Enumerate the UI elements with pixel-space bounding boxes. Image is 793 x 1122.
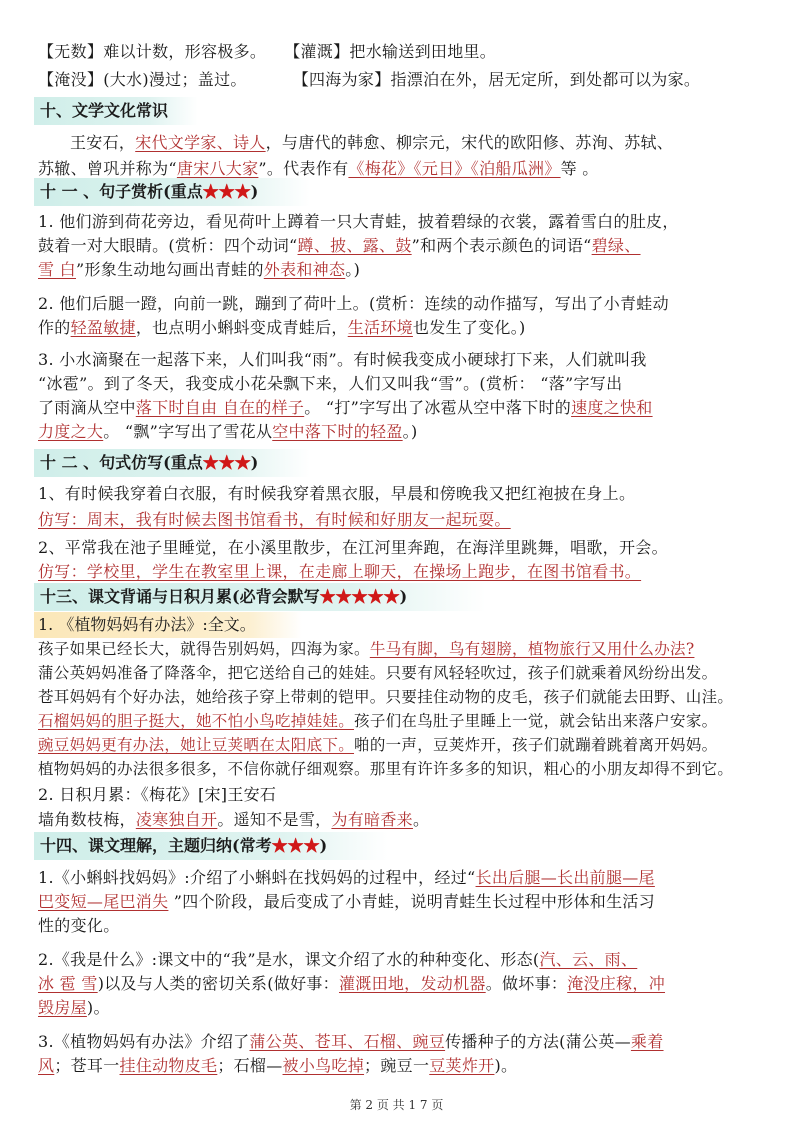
text: )以及与人类的密切关系(做好事： (97, 974, 339, 993)
highlight: 空中落下时的轻盈 (272, 422, 403, 441)
highlight: 豆荚炸开 (429, 1056, 495, 1075)
section-14-heading (34, 832, 388, 860)
text: 王安石， (70, 133, 136, 152)
s14-item3-line-1 (38, 1030, 755, 1054)
s11-item2-line-2 (38, 316, 755, 340)
recite-tag-1 (34, 612, 302, 638)
text: 苏辙、曾巩并称为“ (38, 159, 177, 178)
highlight: 落下时自由 自在的样子 (135, 398, 305, 417)
text: 1. 《植物妈妈有办法》:全文。 (38, 615, 256, 634)
highlight: 乘着 (630, 1032, 664, 1051)
poem-line-3 (38, 685, 755, 709)
s14-item1-line-3 (38, 914, 755, 938)
text: 蒲公英妈妈准备了降落伞，把它送给自己的娃娃。只要有风轻轻吹过，孩子们就乘着风纷纷出发。 (38, 664, 718, 682)
star-rating: ★★★★★ (319, 587, 400, 606)
s14-item2-line-2 (38, 972, 755, 996)
highlight: 牛马有脚，鸟有翅膀，植物旅行又用什么办法? (369, 640, 695, 658)
text: 了雨滴从空中 (38, 398, 136, 417)
text: 2、平常我在池子里睡觉，在小溪里散步，在江河里奔跑，在海洋里跳舞，唱歌，开会。 (38, 538, 668, 557)
text: 。 (412, 810, 430, 829)
highlight: 蒲公英、苍耳、石榴、豌豆 (249, 1032, 446, 1051)
highlight: 为有暗香来 (331, 810, 413, 829)
text: 啪的一声，豆荚炸开，孩子们就蹦着跳着离开妈妈。 (354, 736, 718, 754)
text: ；石榴— (217, 1056, 283, 1075)
poem-line-6 (38, 757, 755, 781)
star-rating: ★★★ (202, 182, 251, 201)
text: 2.《我是什么》:课文中的“我”是水，课文介绍了水的种种变化、形态( (38, 950, 540, 969)
text: 3.《植物妈妈有办法》介绍了 (38, 1032, 250, 1051)
section-10-heading (34, 97, 198, 125)
s12-question-2 (38, 536, 755, 560)
paren: ) (250, 182, 259, 201)
s12-question-1 (38, 482, 755, 506)
star-rating: ★★★ (202, 453, 251, 472)
text: 2. 他们后腿一蹬，向前一跳，蹦到了荷叶上。(赏析：连续的动作描写，写出了小青蛙动 (38, 294, 669, 313)
section-10-title: 十、文学文化常识 (40, 101, 169, 120)
text: 鼓着一对大眼睛。(赏析：四个动词“ (38, 236, 298, 255)
text: )。 (86, 998, 110, 1017)
text: 1.《小蝌蚪找妈妈》:介绍了小蝌蚪在找妈妈的过程中，经过“ (38, 868, 476, 887)
highlight: 轻盈敏捷 (70, 318, 136, 337)
s11-item3-line-2 (38, 372, 755, 396)
text: )。 (494, 1056, 518, 1075)
text: 。遥知不是雪， (217, 810, 332, 829)
riji-title (38, 783, 755, 807)
highlight: 挂住动物皮毛 (119, 1056, 218, 1075)
s11-item1-line-1 (38, 210, 755, 234)
highlight: 力度之大 (38, 422, 104, 441)
text: ”和两个表示颜色的词语“ (411, 236, 592, 255)
text: 作的 (38, 318, 71, 337)
text: 苍耳妈妈有个好办法，她给孩子穿上带刺的铠甲。只要挂住动物的皮毛，孩子们就能去田野、山洼。 (38, 688, 734, 706)
paren: ) (319, 836, 328, 855)
highlight: 石榴妈妈的胆子挺大，她不怕小鸟吃掉娃娃。 (38, 712, 355, 730)
text: 。 “飘”字写出了雪花从 (103, 422, 273, 441)
highlight: 风 (38, 1056, 55, 1075)
text: 3. 小水滴聚在一起落下来，人们叫我“雨”。有时候我变成小硬球打下来，人们就叫我 (38, 350, 647, 369)
text: ”四个阶段，最后变成了小青蛙，说明青蛙生长过程中形体和生活习 (168, 892, 655, 911)
s11-item1-line-3 (38, 258, 755, 282)
s11-item3-line-4 (38, 420, 755, 444)
section-11-heading (34, 178, 310, 206)
s14-item1-line-1 (38, 866, 755, 890)
text: 传播种子的方法(蒲公英— (445, 1032, 631, 1051)
vocab-wushu: 【无数】难以计数，形容极多。 (38, 42, 267, 61)
text: ”。代表作有 (258, 159, 349, 178)
highlight: 《梅花》《元日》《泊船瓜洲》 (348, 159, 561, 178)
s11-item3-line-1 (38, 348, 755, 372)
section-13-heading (34, 583, 486, 611)
text: 。) (345, 260, 361, 279)
s11-item2-line-1 (38, 292, 755, 316)
text: 性的变化。 (38, 916, 120, 935)
highlight: 蹲、披、露、鼓 (297, 236, 412, 255)
meihua-poem (38, 808, 755, 832)
section-12-title: 十 二 、句式仿写(重点 (40, 453, 203, 472)
s11-item1-line-2 (38, 234, 755, 258)
section-11-title: 十 一 、句子赏析(重点 (40, 182, 203, 201)
s10-para-line-1 (38, 131, 755, 155)
text: 。做坏事： (485, 974, 568, 993)
poem-line-5 (38, 733, 755, 757)
vocab-guangai: 【灌溉】把水输送到田地里。 (284, 42, 497, 61)
text: ；豌豆一 (364, 1056, 430, 1075)
text: 1. 他们游到荷花旁边，看见荷叶上蹲着一只大青蛙，披着碧绿的衣裳，露着雪白的肚皮， (38, 212, 679, 231)
text: 也发生了变化。) (412, 318, 526, 337)
highlight: 被小鸟吃掉 (282, 1056, 365, 1075)
highlight: 冰 雹 雪 (38, 974, 98, 993)
s12-answer-1 (38, 508, 755, 532)
text: 。 “打”字写出了冰雹从空中落下时的 (304, 398, 572, 417)
highlight: 灌溉田地，发动机器 (338, 974, 486, 993)
star-rating: ★★★ (271, 836, 320, 855)
highlight: 雪 白 (38, 260, 76, 279)
poem-line-2 (38, 661, 755, 685)
vocab-sihaiweijia: 【四海为家】指漂泊在外，居无定所，到处都可以为家。 (292, 70, 701, 89)
vocab-line-2 (38, 68, 755, 92)
text: 等 。 (560, 159, 599, 178)
highlight: 仿写：学校里，学生在教室里上课，在走廊上聊天，在操场上跑步，在图书馆看书。 (38, 562, 642, 581)
s14-item1-line-2 (38, 890, 755, 914)
text: ，与唐代的韩愈、柳宗元，宋代的欧阳修、苏洵、苏轼、 (265, 133, 674, 152)
highlight: 仿写：周末，我有时候去图书馆看书，有时候和好朋友一起玩耍。 (38, 510, 511, 529)
poem-line-1 (38, 637, 755, 661)
vocab-yanmo: 【淹没】(大水)漫过；盖过。 (38, 70, 247, 89)
highlight: 长出后腿—长出前腿—尾 (475, 868, 655, 887)
text: 1、有时候我穿着白衣服，有时候我穿着黑衣服，早晨和傍晚我又把红袍披在身上。 (38, 484, 636, 503)
text: ；苍耳一 (54, 1056, 120, 1075)
s14-item3-line-2 (38, 1054, 755, 1078)
highlight: 巴变短—尾巴消失 (38, 892, 169, 911)
highlight: 速度之快和 (571, 398, 653, 417)
text: 墙角数枝梅， (38, 810, 136, 829)
page-number-footer: 第 2 页 共 1 7 页 (349, 1098, 444, 1112)
s11-item3-line-3 (38, 396, 755, 420)
text: ”形象生动地勾画出青蛙的 (76, 260, 264, 279)
text: 2. 日积月累：《梅花》[宋]王安石 (38, 785, 277, 804)
vocab-line-1 (38, 40, 755, 64)
poem-line-4 (38, 709, 755, 733)
section-14-title: 十四、课文理解，主题归纳(常考 (40, 836, 272, 855)
text: 。) (402, 422, 418, 441)
s14-item2-line-1 (38, 948, 755, 972)
text: “冰雹”。到了冬天，我变成小花朵飘下来，人们又叫我“雪”。(赏析： “落”字写出 (38, 374, 623, 393)
text: 孩子如果已经长大，就得告别妈妈，四海为家。 (38, 640, 370, 658)
section-13-title: 十三、课文背诵与日积月累(必背会默写 (40, 587, 320, 606)
highlight: 凌寒独自开 (135, 810, 218, 829)
highlight: 碧绿、 (591, 236, 641, 255)
s12-answer-2 (38, 560, 755, 584)
highlight: 唐宋八大家 (176, 159, 259, 178)
highlight: 毁房屋 (38, 998, 87, 1017)
highlight: 汽、云、雨、 (539, 950, 638, 969)
paren: ) (250, 453, 259, 472)
s14-item2-line-3 (38, 996, 755, 1020)
text: 孩子们在鸟肚子里睡上一觉，就会钻出来落户安家。 (354, 712, 718, 730)
section-12-heading (34, 449, 310, 477)
text: ，也点明小蝌蚪变成青蛙后， (135, 318, 348, 337)
highlight: 外表和神态 (263, 260, 346, 279)
text: 植物妈妈的办法很多很多，不信你就仔细观察。那里有许许多多的知识，粗心的小朋友却得不到它。 (38, 760, 734, 778)
paren: ) (399, 587, 408, 606)
highlight: 生活环境 (347, 318, 413, 337)
highlight: 宋代文学家、诗人 (135, 133, 266, 152)
highlight: 淹没庄稼，冲 (567, 974, 666, 993)
highlight: 豌豆妈妈更有办法，她让豆荚晒在太阳底下。 (38, 736, 355, 754)
